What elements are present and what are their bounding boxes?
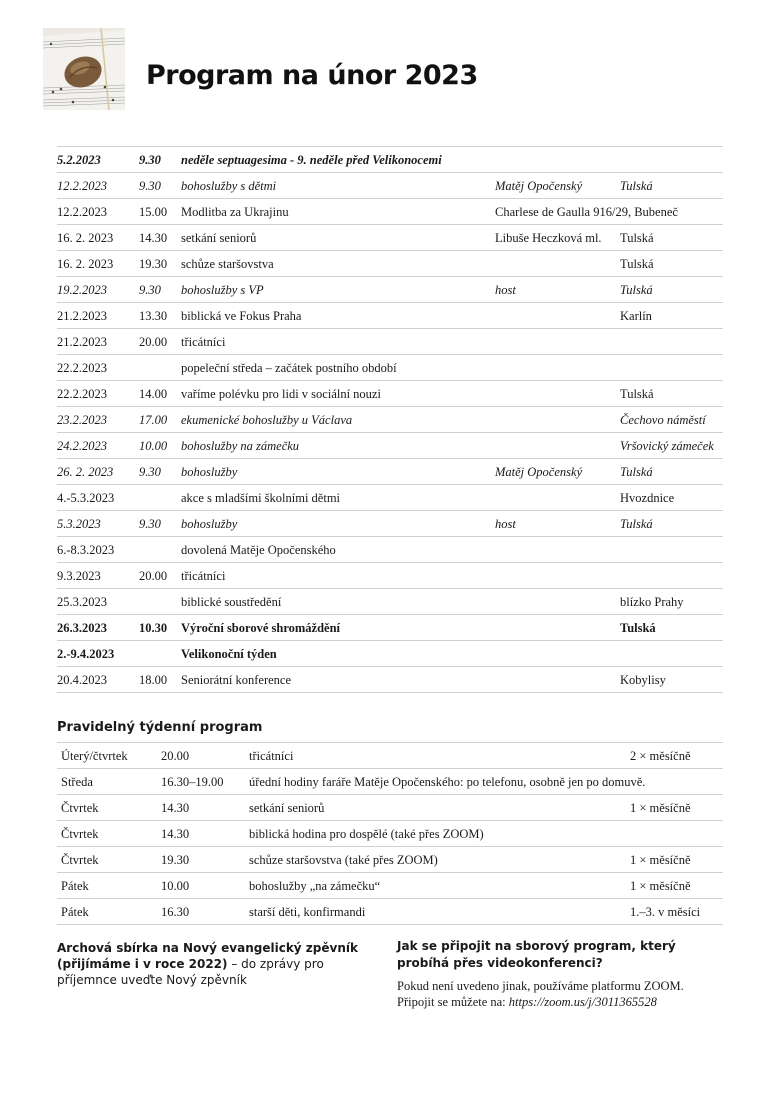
header-photo — [43, 28, 125, 110]
event-row — [57, 407, 723, 433]
event-person: host — [495, 517, 516, 531]
event-row — [57, 563, 723, 589]
event-person: Libuše Heczková ml. — [495, 231, 602, 245]
event-row — [57, 511, 723, 537]
event-row — [57, 589, 723, 615]
collection-note — [57, 940, 377, 988]
event-description: akce s mladšími školními dětmi — [181, 491, 341, 505]
weekly-time: 16.30–19.00 — [161, 775, 224, 789]
event-place: Karlín — [620, 309, 652, 323]
event-date: 24.2.2023 — [57, 439, 107, 453]
event-description: Výroční sborové shromáždění — [181, 621, 341, 635]
event-description: biblické soustředění — [181, 595, 282, 609]
event-place: Tulská — [620, 517, 653, 531]
event-date: 5.3.2023 — [57, 517, 101, 531]
event-time: 14.00 — [139, 387, 168, 401]
event-date: 6.-8.3.2023 — [57, 543, 115, 557]
event-date: 4.-5.3.2023 — [57, 491, 115, 505]
event-date: 12.2.2023 — [57, 179, 107, 193]
weekly-description: schůze staršovstva (také přes ZOOM) — [249, 853, 438, 867]
event-person: host — [495, 283, 516, 297]
weekly-row — [57, 795, 723, 821]
event-row — [57, 173, 723, 199]
event-description: schůze staršovstva — [181, 257, 274, 271]
event-place: Tulská — [620, 465, 653, 479]
weekly-row — [57, 847, 723, 873]
weekly-time: 19.30 — [161, 853, 190, 867]
zoom-link[interactable]: https://zoom.us/j/3011365528 — [508, 995, 657, 1009]
event-date: 26.3.2023 — [57, 621, 107, 635]
weekly-day: Úterý/čtvrtek — [61, 749, 128, 763]
weekly-frequency: 1 × měsíčně — [630, 801, 691, 815]
weekly-description: třicátníci — [249, 749, 294, 763]
event-place: blízko Prahy — [620, 595, 684, 609]
event-time: 9.30 — [139, 283, 161, 297]
event-row — [57, 485, 723, 511]
weekly-day: Čtvrtek — [61, 853, 99, 867]
event-date: 19.2.2023 — [57, 283, 107, 297]
event-person: Matěj Opočenský — [495, 465, 583, 479]
event-row — [57, 329, 723, 355]
event-description: bohoslužby — [181, 517, 238, 531]
weekly-day: Pátek — [61, 879, 89, 893]
weekly-row — [57, 873, 723, 899]
event-place: Kobylisy — [620, 673, 666, 687]
event-description: bohoslužby s VP — [181, 283, 264, 297]
event-date: 25.3.2023 — [57, 595, 107, 609]
weekly-day: Čtvrtek — [61, 827, 99, 841]
weekly-time: 20.00 — [161, 749, 190, 763]
event-description: Modlitba za Ukrajinu — [181, 205, 289, 219]
event-row — [57, 667, 723, 693]
event-time: 9.30 — [139, 517, 161, 531]
collection-title: Archová sbírka na Nový evangelický zpěvník — [57, 941, 358, 955]
event-date: 26. 2. 2023 — [57, 465, 114, 479]
event-row — [57, 641, 723, 667]
event-time: 10.00 — [139, 439, 168, 453]
event-time: 14.30 — [139, 231, 168, 245]
event-place: Tulská — [620, 179, 653, 193]
event-place: Čechovo náměstí — [620, 413, 706, 427]
event-time: 17.00 — [139, 413, 168, 427]
zoom-heading: Jak se připojit na sborový program, který probíhá přes videokonferenci? — [397, 939, 676, 970]
event-row — [57, 251, 723, 277]
event-date: 12.2.2023 — [57, 205, 107, 219]
event-date: 22.2.2023 — [57, 387, 107, 401]
event-row — [57, 381, 723, 407]
weekly-description: biblická hodina pro dospělé (také přes ZOOM) — [249, 827, 484, 841]
event-date: 16. 2. 2023 — [57, 231, 114, 245]
event-row — [57, 433, 723, 459]
event-place: Tulská — [620, 621, 656, 635]
event-row — [57, 355, 723, 381]
weekly-program-heading: Pravidelný týdenní program — [57, 720, 263, 735]
event-description: bohoslužby — [181, 465, 238, 479]
event-description: ekumenické bohoslužby u Václava — [181, 413, 353, 427]
event-date: 22.2.2023 — [57, 361, 107, 375]
event-row — [57, 199, 723, 225]
event-time: 9.30 — [139, 179, 161, 193]
collection-instructions: – do zprávy pro příjemnce uveďte Nový zpěvník — [57, 957, 324, 987]
event-time: 13.30 — [139, 309, 168, 323]
weekly-day: Pátek — [61, 905, 89, 919]
weekly-day: Čtvrtek — [61, 801, 99, 815]
event-time: 9.30 — [139, 465, 161, 479]
event-time: 9.30 — [139, 153, 161, 167]
event-row — [57, 147, 723, 173]
events-table — [57, 146, 723, 693]
weekly-frequency: 1 × měsíčně — [630, 853, 691, 867]
weekly-frequency: 2 × měsíčně — [630, 749, 691, 763]
event-date: 9.3.2023 — [57, 569, 101, 583]
weekly-row — [57, 899, 723, 925]
weekly-program-table — [57, 742, 723, 925]
zoom-info — [397, 938, 717, 1010]
event-description: vaříme polévku pro lidi v sociální nouzi — [181, 387, 381, 401]
event-time: 15.00 — [139, 205, 168, 219]
event-row — [57, 459, 723, 485]
event-place: Vršovický zámeček — [620, 439, 714, 453]
event-row — [57, 615, 723, 641]
weekly-frequency: 1 × měsíčně — [630, 879, 691, 893]
weekly-description: bohoslužby „na zámečku“ — [249, 879, 381, 893]
event-person: Matěj Opočenský — [495, 179, 583, 193]
event-description: biblická ve Fokus Praha — [181, 309, 302, 323]
event-description: třicátníci — [181, 335, 226, 349]
event-description: neděle septuagesima - 9. neděle před Velikonocemi — [181, 153, 442, 167]
event-date: 23.2.2023 — [57, 413, 107, 427]
event-place: Hvozdnice — [620, 491, 675, 505]
event-description: bohoslužby s dětmi — [181, 179, 277, 193]
event-place: Tulská — [620, 257, 654, 271]
weekly-time: 10.00 — [161, 879, 190, 893]
event-date: 5.2.2023 — [57, 153, 101, 167]
weekly-time: 14.30 — [161, 801, 190, 815]
event-description: Seniorátní konference — [181, 673, 292, 687]
weekly-description: úřední hodiny faráře Matěje Opočenského: po telefonu, osobně jen po domuvě. — [249, 775, 646, 789]
event-description: bohoslužby na zámečku — [181, 439, 300, 453]
weekly-time: 16.30 — [161, 905, 190, 919]
event-description: dovolená Matěje Opočenského — [181, 543, 336, 557]
weekly-day: Středa — [61, 775, 93, 789]
weekly-description: starší děti, konfirmandi — [249, 905, 366, 919]
event-time: 18.00 — [139, 673, 168, 687]
event-date: 16. 2. 2023 — [57, 257, 114, 271]
page-title: Program na únor 2023 — [146, 60, 478, 91]
event-date: 20.4.2023 — [57, 673, 107, 687]
weekly-time: 14.30 — [161, 827, 190, 841]
event-person: Charlese de Gaulla 916/29, Bubeneč — [495, 205, 678, 219]
weekly-row — [57, 743, 723, 769]
event-time: 20.00 — [139, 569, 168, 583]
event-row — [57, 277, 723, 303]
event-description: setkání seniorů — [181, 231, 257, 245]
weekly-row — [57, 769, 723, 795]
event-description: popeleční středa – začátek postního období — [181, 361, 397, 375]
event-date: 21.2.2023 — [57, 335, 107, 349]
zoom-connect-label: Připojit se můžete na: — [397, 995, 509, 1009]
collection-year-note: (přijímáme i v roce 2022) — [57, 957, 228, 971]
walnut-photo-icon — [43, 28, 125, 110]
event-time: 19.30 — [139, 257, 168, 271]
event-time: 20.00 — [139, 335, 168, 349]
event-date: 2.-9.4.2023 — [57, 647, 115, 661]
event-place: Tulská — [620, 387, 654, 401]
weekly-frequency: 1.–3. v měsíci — [630, 905, 701, 919]
event-description: třicátníci — [181, 569, 226, 583]
weekly-row — [57, 821, 723, 847]
event-row — [57, 537, 723, 563]
event-place: Tulská — [620, 283, 653, 297]
event-row — [57, 303, 723, 329]
event-date: 21.2.2023 — [57, 309, 107, 323]
event-time: 10.30 — [139, 621, 168, 635]
event-description: Velikonoční týden — [181, 647, 277, 661]
zoom-platform-text: Pokud není uvedeno jinak, používáme platformu ZOOM. — [397, 979, 684, 993]
event-row — [57, 225, 723, 251]
weekly-description: setkání seniorů — [249, 801, 325, 815]
event-place: Tulská — [620, 231, 654, 245]
